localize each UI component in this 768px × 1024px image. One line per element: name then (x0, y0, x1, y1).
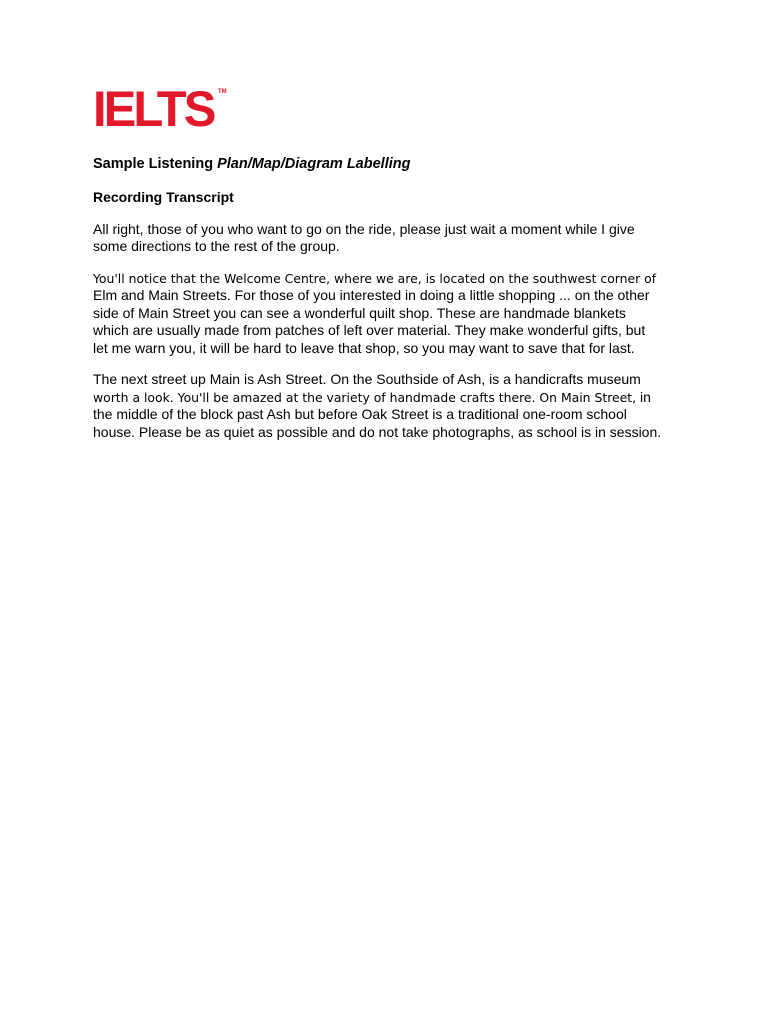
paragraph-line (93, 389, 683, 407)
paragraph-line: Elm and Main Streets. For those of you interested in doing a little shopping ... on the other (93, 287, 650, 303)
logo-trademark: TM (217, 89, 227, 95)
document-body (93, 156, 683, 441)
title-plain: Sample Listening (93, 156, 218, 172)
paragraph-line: side of Main Street you can see a wonderful quilt shop. These are handmade blankets (93, 304, 626, 321)
paragraph-line-rest: in (636, 388, 651, 405)
paragraph-line: The next street up Main is Ash Street. On the Southside of Ash, is a handicrafts museum (93, 371, 641, 387)
paragraph-line: let me warn you, it will be hard to leave that shop, so you may want to save that for last. (93, 339, 635, 356)
paragraph-line: house. Please be as quiet as possible and do not take photographs, as school is in session. (93, 423, 662, 440)
paragraph-3 (93, 371, 683, 441)
title-italic: Plan/Map/Diagram Labelling (217, 156, 411, 172)
document-title (93, 156, 683, 174)
paragraph-1 (93, 221, 683, 256)
paragraph-line: You'll notice that the Welcome Centre, where we are, is located on the southwest corner of (93, 270, 657, 286)
paragraph-line: which are usually made from patches of left over material. They make wonderful gifts, but (93, 322, 646, 338)
paragraph-2 (93, 270, 683, 358)
document-subtitle: Recording Transcript (93, 189, 234, 205)
paragraph-line: All right, those of you who want to go on the ride, please just wait a moment while I give (93, 220, 635, 237)
ielts-logo (93, 81, 227, 137)
paragraph-line: the middle of the block past Ash but before Oak Street is a traditional one-room school (93, 406, 627, 422)
paragraph-line: some directions to the rest of the group. (93, 238, 340, 254)
paragraph-line-alt-part: worth a look. You'll be amazed at the variety of handmade crafts there. On Main Street, (93, 389, 637, 405)
logo-text: IELTS (93, 81, 214, 137)
